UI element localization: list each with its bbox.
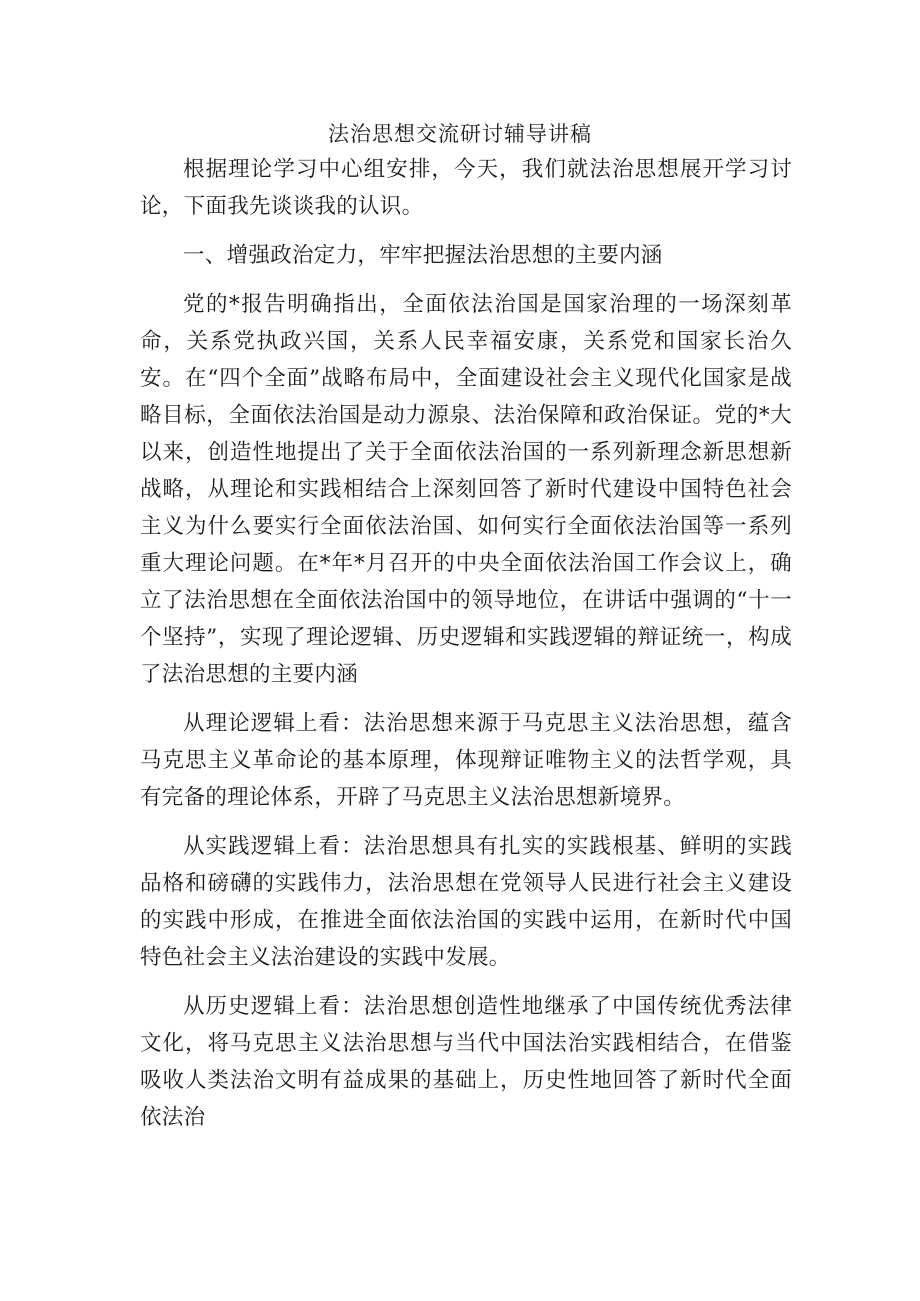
document-title: 法治思想交流研讨辅导讲稿 <box>328 122 592 146</box>
body-paragraph: 从历史逻辑上看：法治思想创造性地继承了中国传统优秀法律文化，将马克思主义法治思想与当代中国法治实践相结合，在借鉴吸收人类法治文明有益成果的基础上，历史性地回答了新时代全面依法治 <box>140 994 792 1130</box>
document-body <box>140 151 792 1148</box>
body-paragraph: 从实践逻辑上看：法治思想具有扎实的实践根基、鲜明的实践品格和磅礴的实践伟力，法治思想在党领导人民进行社会主义建设的实践中形成，在推进全面依法治国的实践中运用，在新时代中国特色社会主义法治建设的实践中发展。 <box>140 834 792 970</box>
body-paragraph: 党的*报告明确指出，全面依法治国是国家治理的一场深刻革命，关系党执政兴国，关系人民幸福安康，关系党和国家长治久安。在“四个全面”战略布局中，全面建设社会主义现代化国家是战略目标，全面依法治国是动力源泉、法治保障和政治保证。党的*大以来，创造性地提出了关于全面依法治国的一系列新理念新思想新战略，从理论和实践相结合上深刻回答了新时代建设中国特色社会主义为什么要实行全面依法治国、如何实行全面依法治国等一系列重大理论问题。在*年*月召开的中央全面依法治国工作会议上，确立了法治思想在全面依法治国中的领导地位，在讲话中强调的“十一个坚持”，实现了理论逻辑、历史逻辑和实践逻辑的辩证统一，构成了法治思想的主要内涵 <box>140 292 792 687</box>
section-heading: 一、增强政治定力，牢牢把握法治思想的主要内涵 <box>183 243 663 268</box>
intro-paragraph: 根据理论学习中心组安排，今天，我们就法治思想展开学习讨论，下面我先谈谈我的认识。 <box>140 157 792 219</box>
body-paragraph: 从理论逻辑上看：法治思想来源于马克思主义法治思想，蕴含马克思主义革命论的基本原理，体现辩证唯物主义的法哲学观，具有完备的理论体系，开辟了马克思主义法治思想新境界。 <box>140 711 792 810</box>
